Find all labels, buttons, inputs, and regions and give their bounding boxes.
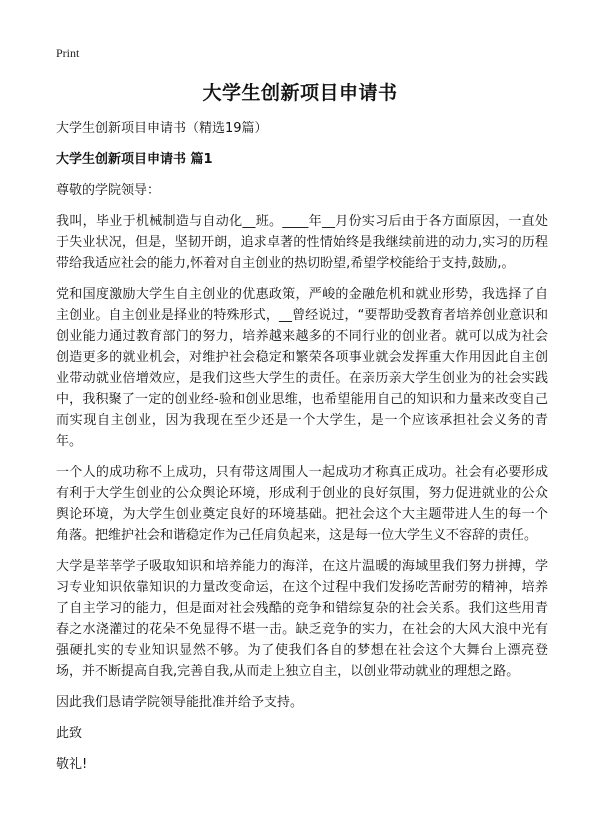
paragraph: 我叫，毕业于机械制造与自动化__班。____年__月份实习后由于各方面原因，一直处于失业状况，但是，坚韧开朗，追求卓著的性情始终是我继续前进的动力,实习的历程带给我适应社会的能力,怀着对自主创业的热切盼望,希望学校能给于支持,鼓励,。 bbox=[56, 214, 548, 271]
page-title: 大学生创新项目申请书 bbox=[202, 82, 398, 104]
section-heading: 大学生创新项目申请书 篇1 bbox=[56, 152, 213, 167]
print-link[interactable]: Print bbox=[56, 46, 80, 60]
paragraph: 一个人的成功称不上成功，只有带这周围人一起成功才称真正成功。社会有必要形成有利于大学生创业的公众舆论环境，形成利于创业的良好氛围，努力促进就业的公众舆论环境，为大学生创业奠定良好的环境基础。把社会这个大主题带进人生的每一个角落。把维护社会和谐稳定作为己任肩负起来，这是每一位大学生义不容辞的责任。 bbox=[56, 465, 548, 543]
document-subtitle: 大学生创新项目申请书（精选19篇） bbox=[56, 121, 268, 136]
closing-line: 此致 bbox=[56, 726, 83, 741]
document-body bbox=[56, 118, 548, 785]
salutation: 尊敬的学院领导： bbox=[56, 183, 161, 198]
paragraph: 大学是莘莘学子吸取知识和培养能力的海洋，在这片温暖的海域里我们努力拼搏，学习专业知识依靠知识的力量改变命运，在这个过程中我们发扬吃苦耐劳的精神，培养了自主学习的能力，但是面对社会残酷的竞争和错综复杂的社会关系。我们这些用青春之水浇灌过的花朵不免显得不堪一击。缺乏竞争的实力，在社会的大风大浪中光有强硬扎实的专业知识显然不够。为了使我们各自的梦想在社会这个大舞台上漂亮登场，并不断提高自我,完善自我,从而走上独立自主，以创业带动就业的理想之路。 bbox=[56, 559, 548, 679]
paragraph: 党和国度激励大学生自主创业的优惠政策，严峻的金融危机和就业形势，我选择了自主创业。自主创业是择业的特殊形式，__曾经说过，“要帮助受教育者培养创业意识和创业能力通过教育部门的努力，培养越来越多的不同行业的创业者。就可以成为社会创造更多的就业机会，对维护社会稳定和繁荣各项事业就会发挥重大作用因此自主创业带动就业倍增效应，是我们这些大学生的责任。在亲历亲大学生创业为的社会实践中，我积聚了一定的创业经-验和创业思维，也希望能用自己的知识和力量来改变自己而实现自主创业，因为我现在至少还是一个大学生，是一个应该承担社会义务的青年。 bbox=[56, 287, 548, 449]
closing-line: 敬礼! bbox=[56, 757, 88, 772]
paragraph: 因此我们恳请学院领导能批准并给予支持。 bbox=[56, 695, 304, 710]
